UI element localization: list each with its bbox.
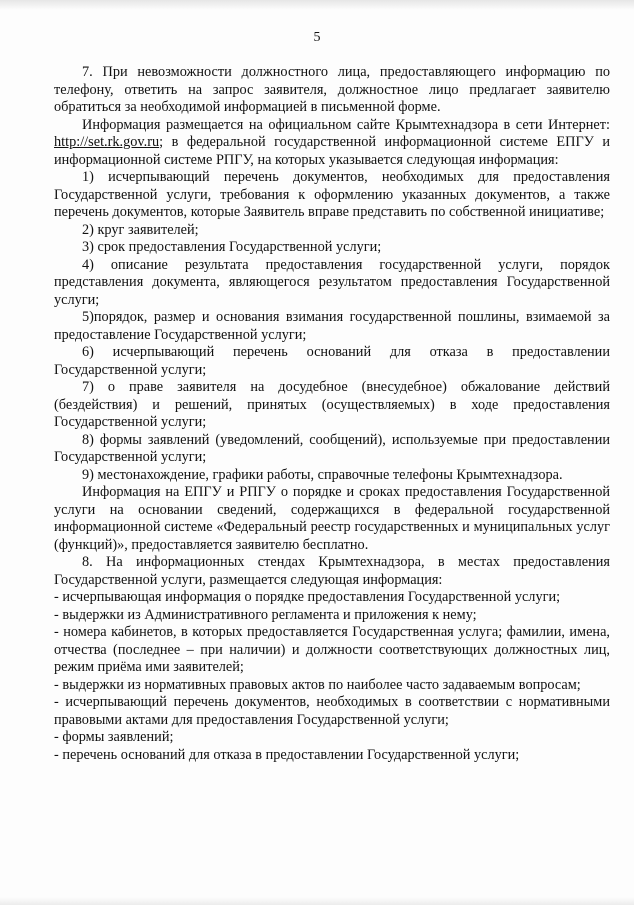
dash-item: - исчерпывающая информация о порядке предоставления Государственной услуги; xyxy=(54,589,561,605)
list-item-7: 7) о праве заявителя на досудебное (внесудебное) обжалование действий (бездействия) и решений, принятых (осуществляемых) в ходе предоставления Государственной услуги; xyxy=(54,379,610,430)
list-item-5: 5)порядок, размер и основания взимания государственной пошлины, взимаемой за предоставление Государственной услуги; xyxy=(54,309,610,343)
dash-item: - номера кабинетов, в которых предоставляется Государственная услуга; фамилии, имена, отчества (последнее – при наличии) и должности соответствующих должностных лиц, режим приёма ими заявителей; xyxy=(54,624,610,675)
list-item-1: 1) исчерпывающий перечень документов, необходимых для предоставления Государственной услуги, требования к оформлению указанных документов, а также перечень документов, которые Заявитель вправе представить по собственной инициативе; xyxy=(54,169,610,220)
dash-item: - выдержки из нормативных правовых актов по наиболее часто задаваемым вопросам; xyxy=(54,676,581,693)
list-item-4: 4) описание результата предоставления государственной услуги, порядок представления документа, являющегося результатом предоставления Государственной услуги; xyxy=(54,256,610,308)
scan-shadow-top xyxy=(0,0,634,10)
dash-item: - перечень оснований для отказа в предоставлении Государственной услуги; xyxy=(54,746,520,763)
list-item-8: 8) формы заявлений (уведомлений, сообщений), используемые при предоставлении Государственной услуги; xyxy=(54,431,610,465)
dash-item: - исчерпывающий перечень документов, необходимых в соответствии с нормативными правовыми актами для предоставления Государственной услуги; xyxy=(54,694,610,728)
list-item-6: 6) исчерпывающий перечень оснований для отказа в предоставлении Государственной услуги; xyxy=(54,344,610,378)
document-body xyxy=(54,64,610,764)
list-item-9: 9) местонахождение, графики работы, справочные телефоны Крымтехнадзора. xyxy=(82,466,563,483)
paragraph-text: Информация размещается на официальном сайте Крымтехнадзора в сети Интернет: xyxy=(82,116,610,133)
page-number: 5 xyxy=(313,30,321,45)
list-item-3: 3) срок предоставления Государственной услуги; xyxy=(82,239,382,255)
paragraph-info-website xyxy=(54,117,610,170)
paragraph-epgu-info: Информация на ЕПГУ и РПГУ о порядке и сроках предоставления Государственной услуги на основании сведений, содержащихся в федеральной государственной информационной системе «Федеральный реестр государственных и муниципальных услуг (функций)», предоставляется заявителю бесплатно. xyxy=(54,484,610,553)
website-link[interactable]: http://set.rk.gov.ru xyxy=(54,134,160,150)
paragraph-7: 7. При невозможности должностного лица, предоставляющего информацию по телефону, ответить на запрос заявителя, должностное лицо предлагает заявителю обратиться за необходимой информацией в письменной форме. xyxy=(54,64,610,115)
dash-item: - выдержки из Административного регламента и приложения к нему; xyxy=(54,606,477,623)
paragraph-8: 8. На информационных стендах Крымтехнадзора, в местах предоставления Государственной услуги, размещается следующая информация: xyxy=(54,554,610,588)
scan-shadow-bottom xyxy=(0,897,634,905)
list-item-2: 2) круг заявителей; xyxy=(82,221,199,238)
dash-item: - формы заявлений; xyxy=(54,729,174,745)
paragraph-text: ; в федеральной государственной информационной системе ЕПГУ и информационной системе РПГУ, на которых указывается следующая информация: xyxy=(54,134,610,168)
